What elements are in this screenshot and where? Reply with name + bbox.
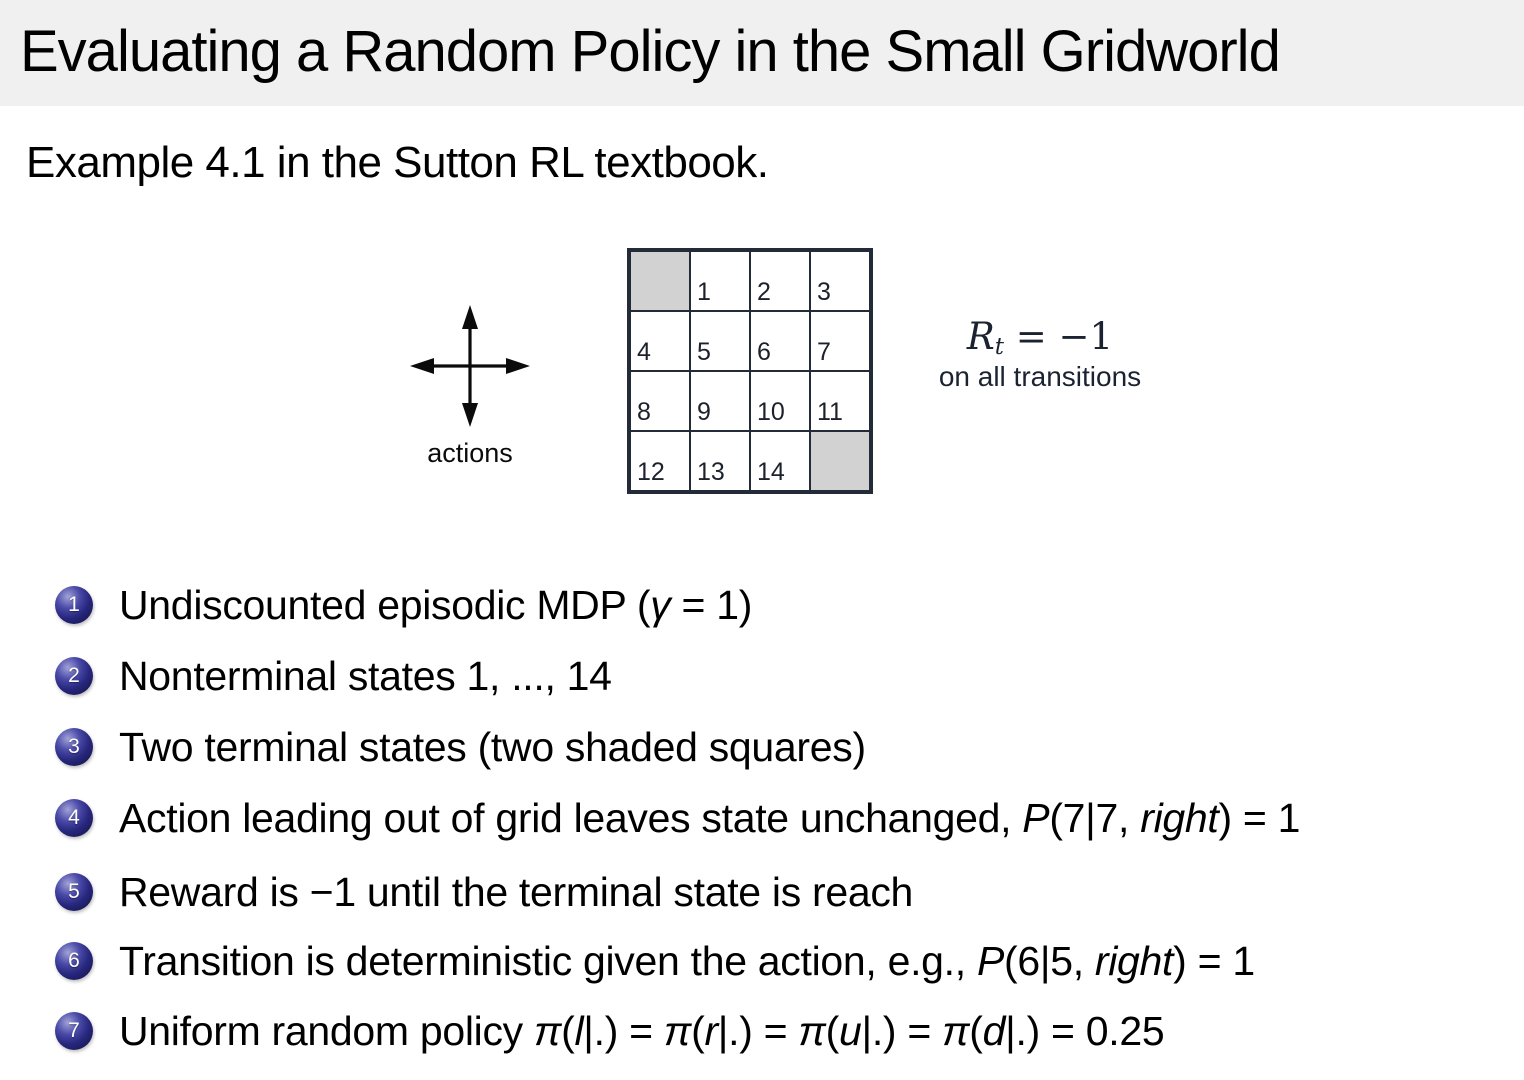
gridworld — [627, 248, 873, 494]
cell-label: 10 — [757, 398, 785, 426]
grid-cell — [690, 311, 750, 371]
list-item-3 — [55, 725, 866, 769]
item-number-badge: 7 — [55, 1012, 93, 1050]
list-item-7 — [55, 1009, 1164, 1053]
grid-cell — [810, 311, 870, 371]
cell-label: 8 — [637, 398, 651, 426]
cell-label: 1 — [697, 278, 711, 306]
item-number-badge: 3 — [55, 728, 93, 766]
cell-label: 4 — [637, 338, 651, 366]
cell-label: 12 — [637, 458, 665, 486]
list-item-text: Uniform random policy π(l|.) = π(r|.) = π(u|.) = π(d|.) = 0.25 — [119, 1007, 1165, 1054]
cell-label: 7 — [817, 338, 831, 366]
list-item-2 — [55, 654, 612, 698]
terminal-cell — [630, 251, 690, 311]
list-item-4 — [55, 796, 1300, 840]
grid-cell — [630, 431, 690, 491]
list-item-5 — [55, 870, 913, 914]
list-item-1 — [55, 583, 752, 627]
reward-caption: on all transitions — [938, 361, 1142, 393]
grid-cell — [810, 251, 870, 311]
item-number-badge: 5 — [55, 873, 93, 911]
cell-label: 14 — [757, 458, 785, 486]
subtitle: Example 4.1 in the Sutton RL textbook. — [26, 138, 769, 187]
grid-cell — [630, 371, 690, 431]
list-item-text: Nonterminal states 1, ..., 14 — [119, 652, 612, 699]
terminal-cell — [810, 431, 870, 491]
reward-note — [900, 316, 1180, 394]
grid-cell — [810, 371, 870, 431]
cell-label: 3 — [817, 278, 831, 306]
item-number-badge: 2 — [55, 657, 93, 695]
cell-label: 6 — [757, 338, 771, 366]
list-item-text: Undiscounted episodic MDP (γ = 1) — [119, 581, 753, 628]
grid-cell — [750, 431, 810, 491]
item-number-badge: 1 — [55, 586, 93, 624]
actions-cross-icon — [408, 303, 532, 429]
item-number-badge: 4 — [55, 799, 93, 837]
page-title: Evaluating a Random Policy in the Small Gridworld — [20, 19, 1280, 84]
cell-label: 9 — [697, 398, 711, 426]
actions-label: actions — [427, 438, 513, 468]
grid-cell — [750, 371, 810, 431]
cell-label: 13 — [697, 458, 725, 486]
grid-cell — [750, 251, 810, 311]
grid-cell — [690, 431, 750, 491]
cell-label: 2 — [757, 278, 771, 306]
grid-cell — [750, 311, 810, 371]
cell-label: 5 — [697, 338, 711, 366]
list-item-text: Action leading out of grid leaves state unchanged, P(7|7, right) = 1 — [119, 794, 1301, 841]
grid-cell — [690, 371, 750, 431]
title-bar — [0, 0, 1524, 106]
cell-label: 11 — [817, 398, 843, 426]
list-item-6 — [55, 939, 1255, 983]
list-item-text: Transition is deterministic given the action, e.g., P(6|5, right) = 1 — [119, 937, 1255, 984]
item-number-badge: 6 — [55, 942, 93, 980]
list-item-text: Two terminal states (two shaded squares) — [119, 723, 866, 770]
grid-cell — [630, 311, 690, 371]
grid-cell — [690, 251, 750, 311]
reward-equation: Rt = −1 — [966, 315, 1114, 361]
list-item-text: Reward is −1 until the terminal state is reach — [119, 868, 914, 915]
